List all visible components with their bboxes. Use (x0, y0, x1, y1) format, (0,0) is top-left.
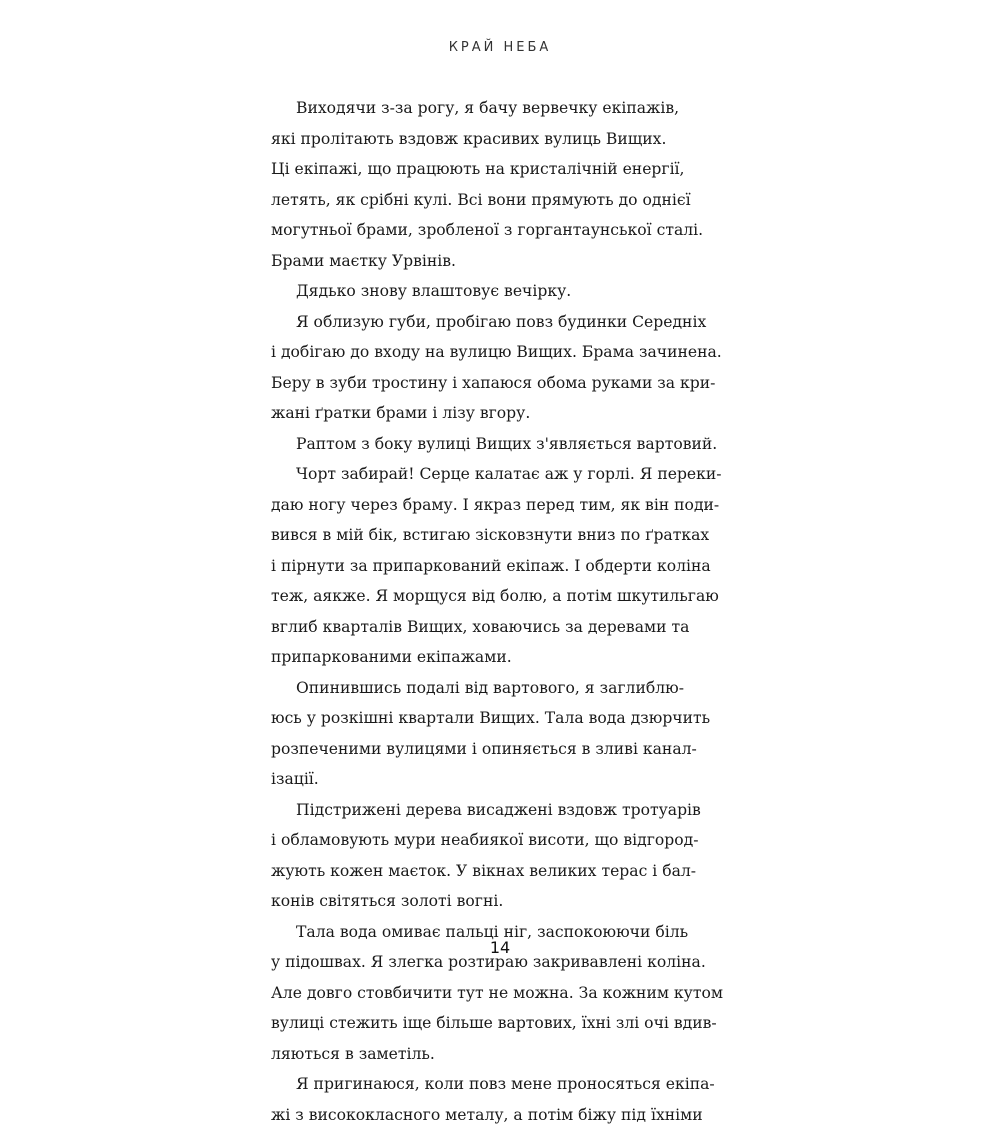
running-head: КРАЙ НЕБА (448, 40, 552, 55)
paragraph-3: Я облизую губи, пробігаю повз будинки Середніх і добігаю до входу на вулицю Вищих. Брама зачинена. Беру в зуби тростину і хапаюся обома руками за кри- жані ґратки брами і лізу вгору. (271, 312, 722, 422)
paragraph-1: Виходячи з-за рогу, я бачу вервечку екіпажів, які пролітають вздовж красивих вулиць Вищих. Ці екіпажі, що працюють на кристалічній енергії, летять, як срібні кулі. Всі вони прямують до однієї могутньої брами, зробленої з горгантаунської сталі. Брами маєтку Урвінів. (271, 99, 704, 270)
paragraph-4: Раптом з боку вулиці Вищих з'являється вартовий. (296, 434, 718, 453)
page-number: 14 (489, 938, 511, 957)
paragraph-9: Я пригинаюся, коли повз мене проносяться екіпа- жі з висококласного металу, а потім біжу під їхніми (271, 1075, 715, 1124)
paragraph-2: Дядько знову влаштовує вечірку. (296, 282, 572, 300)
paragraph-5: Чорт забирай! Серце калатає аж у горлі. Я переки- даю ногу через браму. І якраз перед тим, як він поди- вився в мій бік, встигаю зісковзнути вниз по ґратках і пірнути за припаркований екіпаж. І обдерти коліна теж, аякже. Я морщуся від болю, а потім шкутильгаю вглиб кварталів Вищих, ховаючись за деревами та припаркованими екіпажами. (271, 465, 722, 666)
paragraph-6: Опинившись подалі від вартового, я заглиблю- юсь у розкішні квартали Вищих. Тала вода дзюрчить розпеченими вулицями і опиняється в зливі канал- ізації. (271, 678, 711, 788)
paragraph-7: Підстрижені дерева висаджені вздовж тротуарів і обламовують мури неабиякої висоти, що відгород- жують кожен маєток. У вікнах великих терас і бал- конів світяться золоті вогні. (271, 800, 701, 910)
body-text (271, 93, 729, 1130)
paragraph-8: Тала вода омиває пальці ніг, заспокоюючи біль у підошвах. Я злегка розтираю закривавлені коліна. Але довго стовбичити тут не можна. За кожним кутом вулиці стежить іще більше вартових, їхні злі очі вдив- ляються в заметіль. (271, 922, 723, 1063)
